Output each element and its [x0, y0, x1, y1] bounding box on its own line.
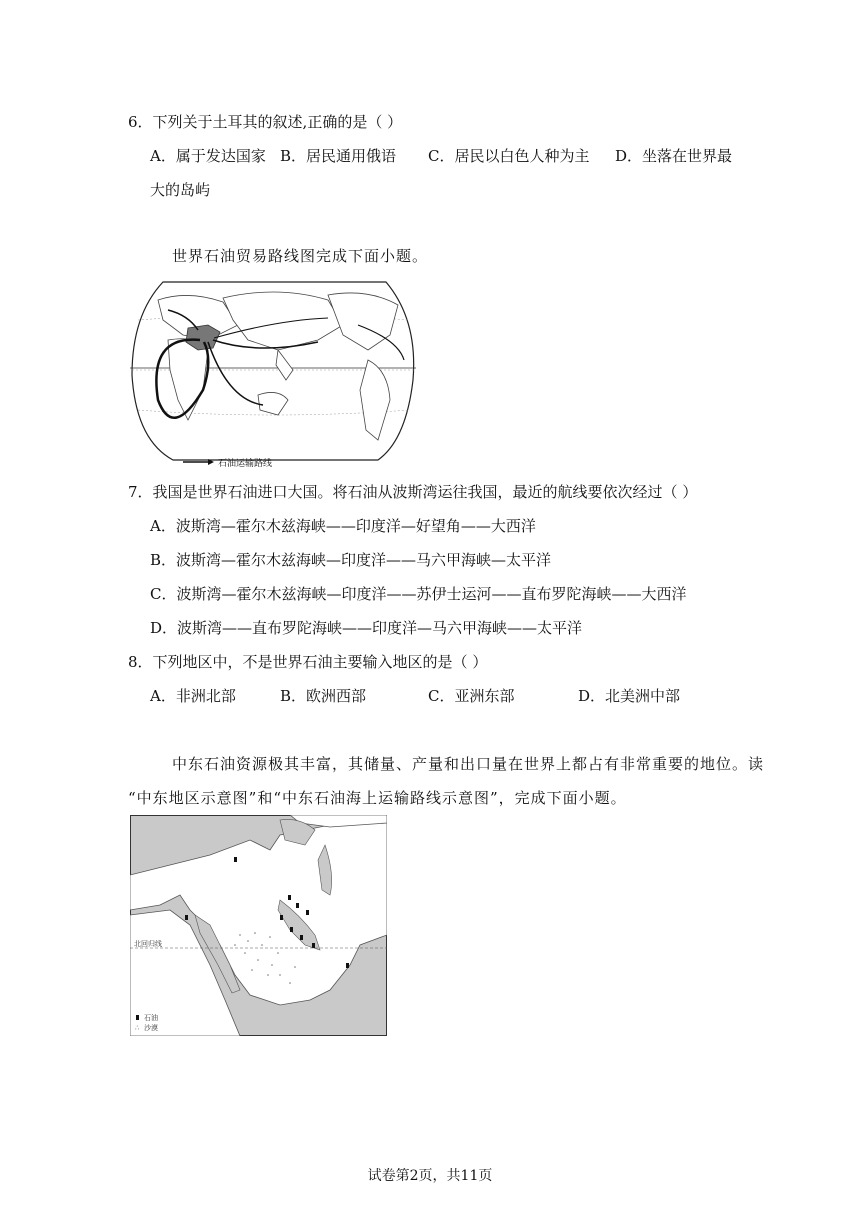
q6-option-d-continued: 大的岛屿: [150, 181, 211, 199]
q7-option-b: B．波斯湾—霍尔木兹海峡—印度洋——马六甲海峡—太平洋: [150, 551, 552, 569]
q7-stem: 7．我国是世界石油进口大国。将石油从波斯湾运往我国，最近的航线要依次经过（ ）: [128, 483, 698, 501]
q8-option-a: A．非洲北部: [150, 687, 236, 705]
middle-east-map-figure: [130, 815, 387, 1036]
q8-option-c: C．亚洲东部: [428, 687, 515, 705]
q6-option-d: D．坐落在世界最: [615, 147, 733, 165]
intro-middle-east-line2: “中东地区示意图”和“中东石油海上运输路线示意图”，完成下面小题。: [128, 789, 627, 807]
page-footer: 试卷第2页，共11页: [367, 1168, 493, 1184]
intro-oil-trade: 世界石油贸易路线图完成下面小题。: [172, 247, 429, 265]
map2-legend-desert: 沙漠: [144, 1024, 158, 1032]
q8-option-d: D．北美洲中部: [578, 687, 681, 705]
map2-legend-oil: 石油: [144, 1014, 158, 1022]
q6-stem: 6．下列关于土耳其的叙述,正确的是（ ）: [128, 113, 403, 131]
middle-east-map: [130, 815, 387, 1036]
map2-tropic-label: 北回归线: [134, 940, 162, 948]
map1-legend-label: 石油运输路线: [218, 459, 273, 469]
svg-text:∴: ∴: [135, 1024, 140, 1032]
q6-option-a: A．属于发达国家: [150, 147, 266, 165]
world-map-figure: [128, 280, 418, 470]
q6-option-c: C．居民以白色人种为主: [428, 147, 590, 165]
q8-option-b: B．欧洲西部: [280, 687, 367, 705]
q8-stem: 8．下列地区中，不是世界石油主要输入地区的是（ ）: [128, 653, 488, 671]
q7-option-a: A．波斯湾—霍尔木兹海峡——印度洋—好望角——大西洋: [150, 517, 536, 535]
q6-option-b: B．居民通用俄语: [280, 147, 397, 165]
world-oil-trade-map: [128, 280, 418, 470]
q7-option-c: C．波斯湾—霍尔木兹海峡—印度洋——苏伊士运河——直布罗陀海峡——大西洋: [150, 585, 687, 603]
intro-middle-east-line1: 中东石油资源极其丰富，其储量、产量和出口量在世界上都占有非常重要的地位。读: [172, 755, 765, 773]
q7-option-d: D．波斯湾——直布罗陀海峡——印度洋—马六甲海峡——太平洋: [150, 619, 583, 637]
